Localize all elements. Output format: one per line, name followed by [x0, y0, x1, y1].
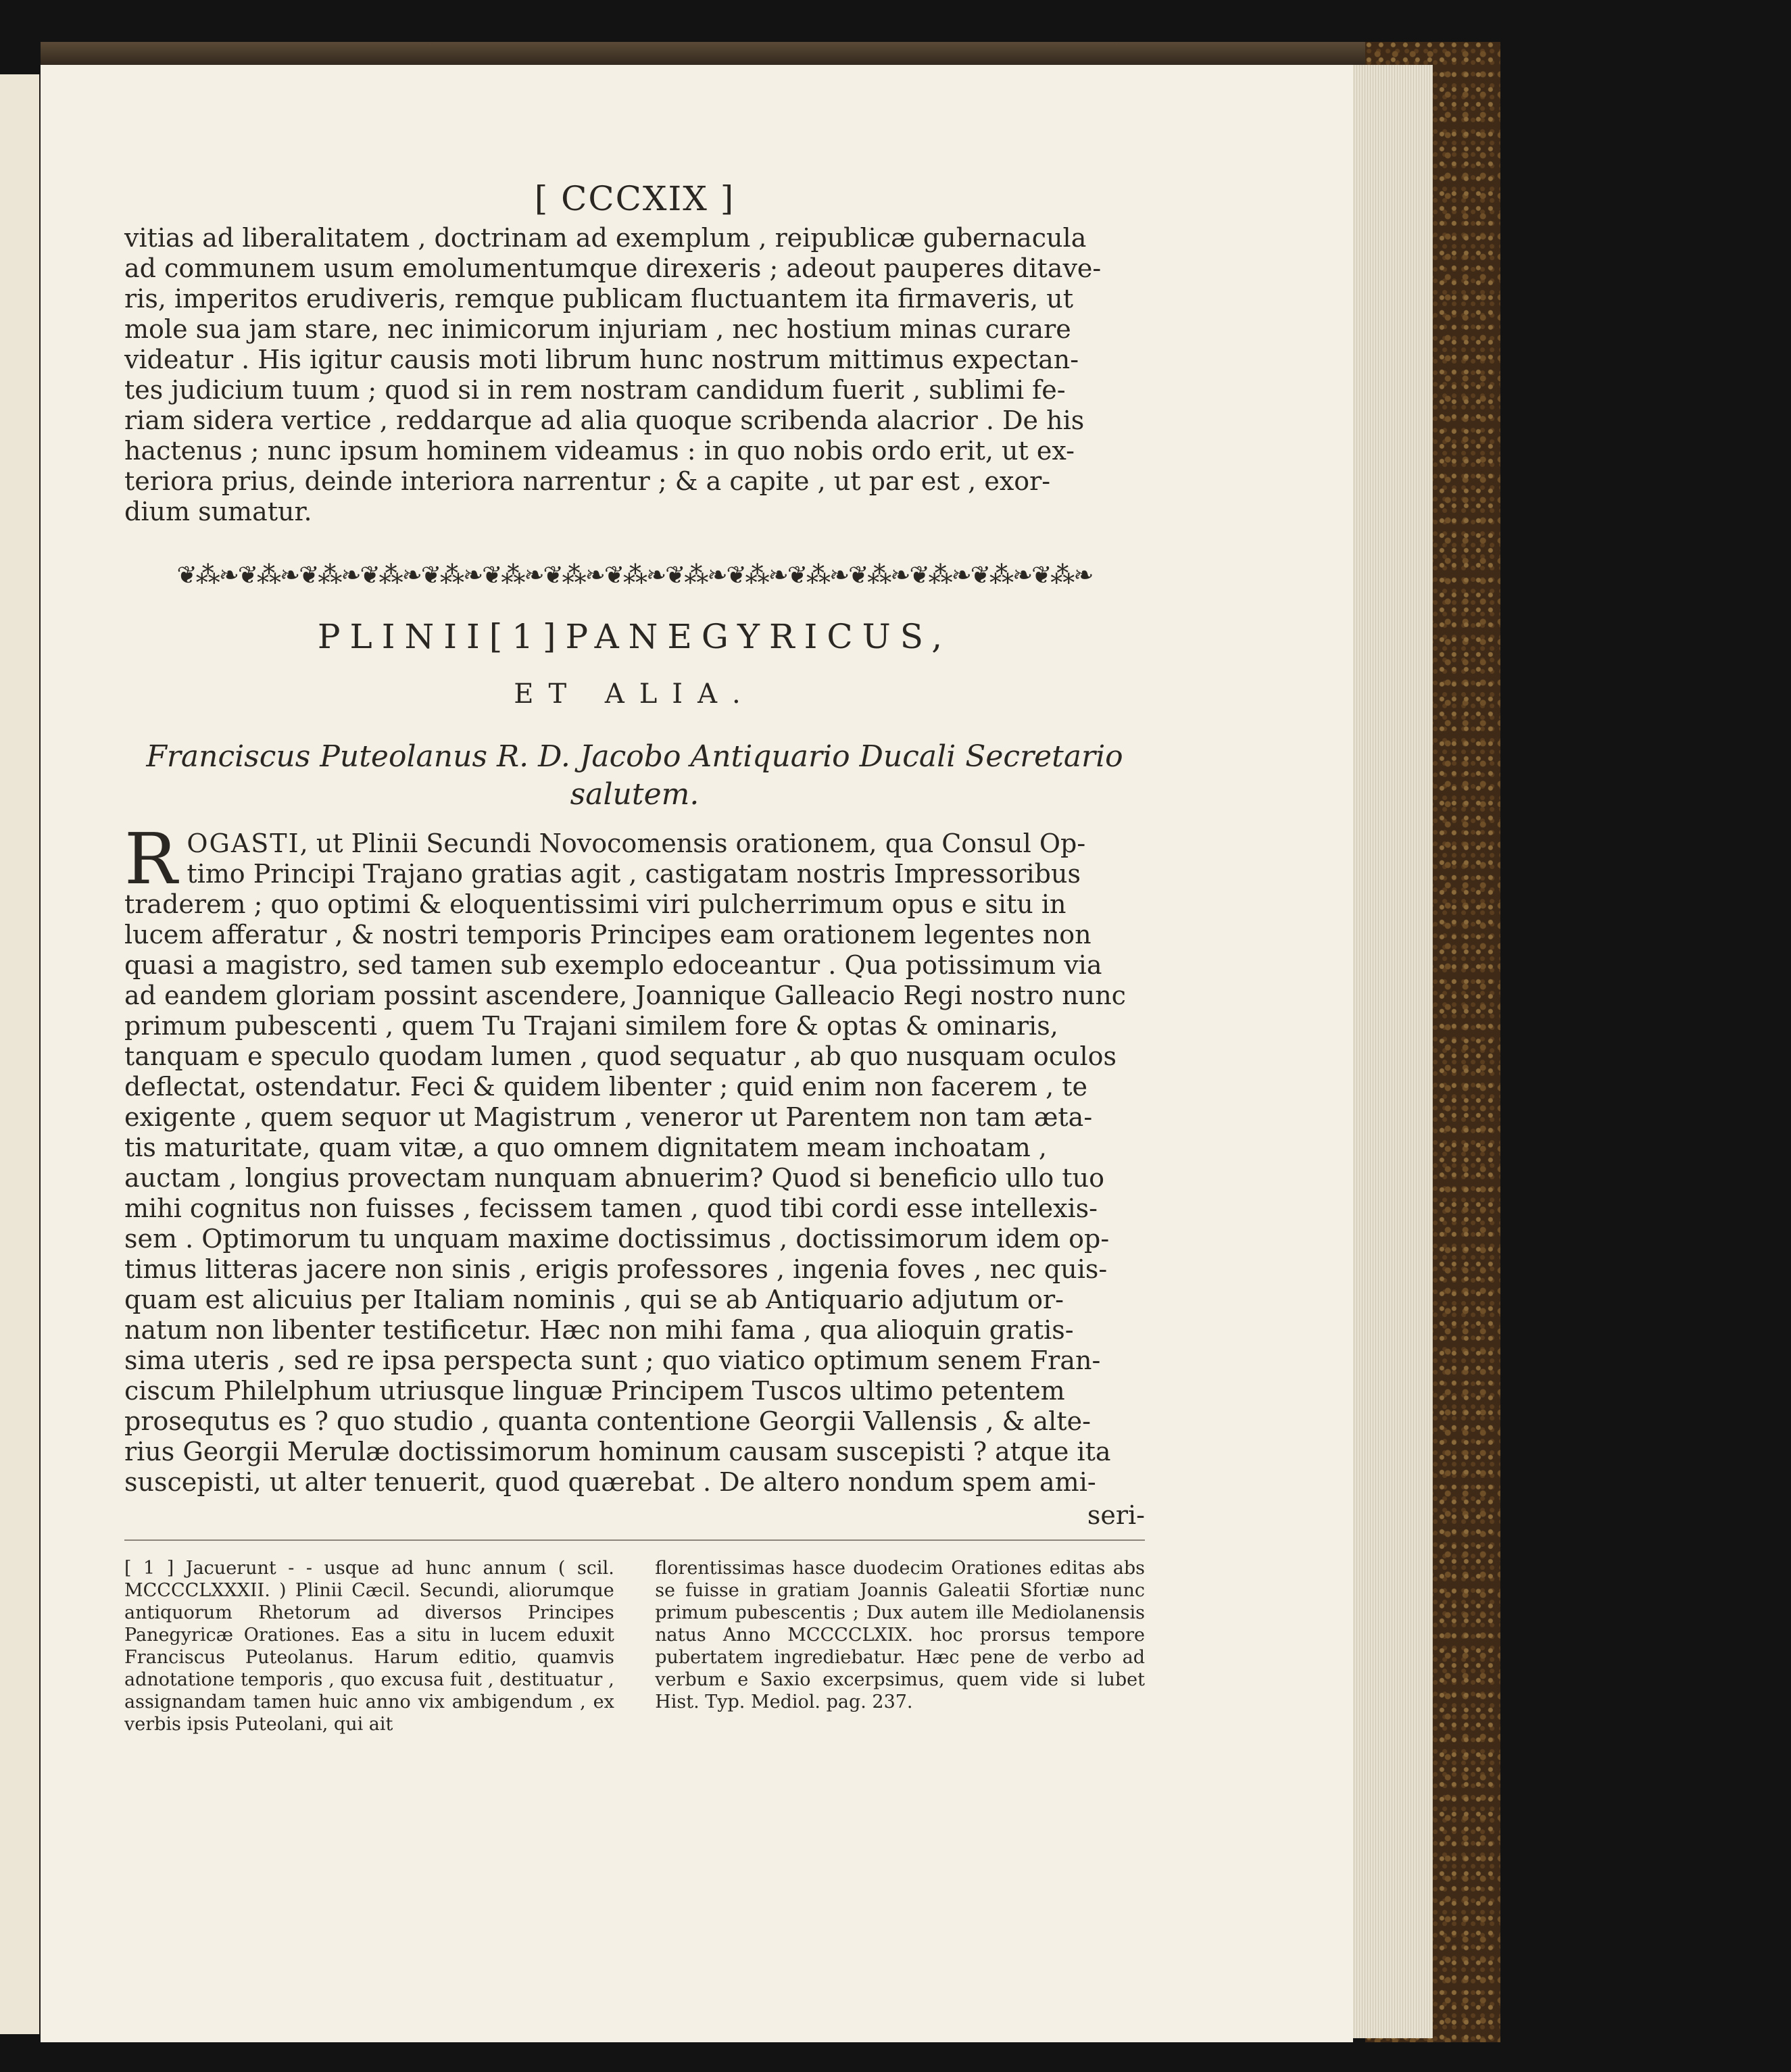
intro-line: ris, imperitos erudiveris, remque publicam fluctuantem ita firmaveris, ut — [124, 284, 1073, 314]
text-block — [124, 180, 1145, 1735]
letter-body — [124, 818, 1145, 1530]
footnote-right: florentissimas hasce duodecim Orationes editas abs se fuisse in gratiam Joannis Galeatii Sfortiæ nunc primum pubescentis ; Dux autem ille Mediolanensis natus Anno MCCCCLXIX. hoc prorsus tempore pubertatem ingrediebatur. Hæc pene de verbo ad verbum e Saxio excerpsimus, quem vide si lubet Hist. Typ. Mediol. pag. 237. — [655, 1558, 1145, 1712]
intro-line: dium sumatur. — [124, 497, 312, 526]
letter-line: primum pubescenti , quem Tu Trajani similem fore & optas & ominaris, — [124, 1011, 1058, 1041]
intro-line: ad communem usum emolumentumque direxeris ; adeout pauperes ditave- — [124, 253, 1102, 283]
letter-line: sima uteris , sed re ipsa perspecta sunt ; quo viatico optimum senem Fran- — [124, 1346, 1101, 1375]
dedication — [124, 738, 1145, 814]
left-page-sliver — [0, 74, 41, 2034]
footnotes — [124, 1557, 1145, 1735]
heading-title: PLINII[1]PANEGYRICUS, — [317, 617, 952, 656]
letter-line: quasi a magistro, sed tamen sub exemplo edoceantur . Qua potissimum via — [124, 950, 1102, 980]
letter-line: sem . Optimorum tu unquam maxime doctissimus , doctissimorum idem op- — [124, 1224, 1110, 1254]
heading-subtitle: ET ALIA. — [514, 679, 756, 710]
book-page — [41, 65, 1353, 2042]
letter-first-line-rest: , ut Plinii Secundi Novocomensis orationem, qua Consul Op- — [299, 829, 1086, 858]
letter-line: suscepisti, ut alter tenuerit, quod quærebat . De altero nondum spem ami- — [124, 1467, 1096, 1497]
footnote-rule — [124, 1539, 1145, 1541]
page-edges — [1352, 65, 1433, 2038]
ornament-band: ❦⁂❧❦⁂❧❦⁂❧❦⁂❧❦⁂❧❦⁂❧❦⁂❧❦⁂❧❦⁂❧❦⁂❧❦⁂❧❦⁂❧❦⁂❧❦⁂❧❦⁂❧ — [176, 562, 1093, 589]
letter-line: tis maturitate, quam vitæ, a quo omnem dignitatem meam inchoatam , — [124, 1133, 1047, 1162]
intro-line: vitias ad liberalitatem , doctrinam ad exemplum , reipublicæ gubernacula — [124, 223, 1087, 253]
letter-line: auctam , longius provectam nunquam abnuerim? Quod si beneficio ullo tuo — [124, 1163, 1105, 1193]
letter-line: lucem afferatur , & nostri temporis Principes eam orationem legentes non — [124, 920, 1091, 949]
letter-line: traderem ; quo optimi & eloquentissimi viri pulcherrimum opus e situ in — [124, 889, 1066, 919]
dedication-line-2: salutem. — [570, 777, 700, 812]
letter-line: deflectat, ostendatur. Feci & quidem libenter ; quid enim non facerem , te — [124, 1072, 1087, 1102]
letter-line: quam est alicuius per Italiam nominis , qui se ab Antiquario adjutum or- — [124, 1285, 1064, 1314]
letter-lines — [124, 859, 1145, 1498]
letter-line: exigente , quem sequor ut Magistrum , veneror ut Parentem non tam æta- — [124, 1102, 1093, 1132]
letter-line: ad eandem gloriam possint ascendere, Joannique Galleacio Regi nostro nunc — [124, 981, 1126, 1010]
catchword: seri- — [1087, 1500, 1145, 1530]
intro-line: teriora prius, deinde interiora narrentur ; & a capite , ut par est , exor- — [124, 466, 1051, 496]
drop-cap: R — [124, 818, 178, 900]
first-word-rest: OGASTI — [187, 829, 300, 858]
letter-line: tanquam e speculo quodam lumen , quod sequatur , ab quo nusquam oculos — [124, 1041, 1117, 1071]
intro-line: videatur . His igitur causis moti librum hunc nostrum mittimus expectan- — [124, 345, 1079, 374]
running-head: [ CCCXIX ] — [534, 179, 735, 218]
letter-line: rius Georgii Merulæ doctissimorum hominum causam suscepisti ? atque ita — [124, 1437, 1111, 1466]
intro-paragraph — [124, 223, 1145, 527]
intro-line: hactenus ; nunc ipsum hominem videamus : in quo nobis ordo erit, ut ex- — [124, 436, 1075, 466]
intro-line: mole sua jam stare, nec inimicorum injuriam , nec hostium minas curare — [124, 314, 1071, 344]
letter-line: prosequtus es ? quo studio , quanta contentione Georgii Vallensis , & alte- — [124, 1406, 1091, 1436]
letter-line: mihi cognitus non fuisses , fecissem tamen , quod tibi cordi esse intellexis- — [124, 1193, 1098, 1223]
letter-line: timus litteras jacere non sinis , erigis professores , ingenia foves , nec quis- — [124, 1254, 1108, 1284]
intro-line: tes judicium tuum ; quod si in rem nostram candidum fuerit , sublimi fe- — [124, 375, 1066, 405]
intro-line: riam sidera vertice , reddarque ad alia quoque scribenda alacrior . De his — [124, 405, 1085, 435]
letter-line: natum non libenter testificetur. Hæc non mihi fama , qua alioquin gratis- — [124, 1315, 1074, 1345]
letter-line: ciscum Philelphum utriusque linguæ Principem Tuscos ultimo petentem — [124, 1376, 1065, 1406]
letter-line: timo Principi Trajano gratias agit , castigatam nostris Impressoribus — [187, 859, 1081, 889]
dedication-line-1: Franciscus Puteolanus R. D. Jacobo Antiquario Ducali Secretario — [146, 739, 1123, 774]
footnote-left: [ 1 ] Jacuerunt - - usque ad hunc annum ( scil. MCCCCLXXXII. ) Plinii Cæcil. Secundi, aliorumque antiquorum Rhetorum ad diversos Principes Panegyricæ Orationes. Eas a situ in lucem eduxit Franciscus Puteolanus. Harum editio, quamvis adnotatione temporis , quo excusa fuit , destituatur , assignandam tamen huic anno vix ambigendum , ex verbis ipsis Puteolani, qui ait — [124, 1558, 614, 1735]
